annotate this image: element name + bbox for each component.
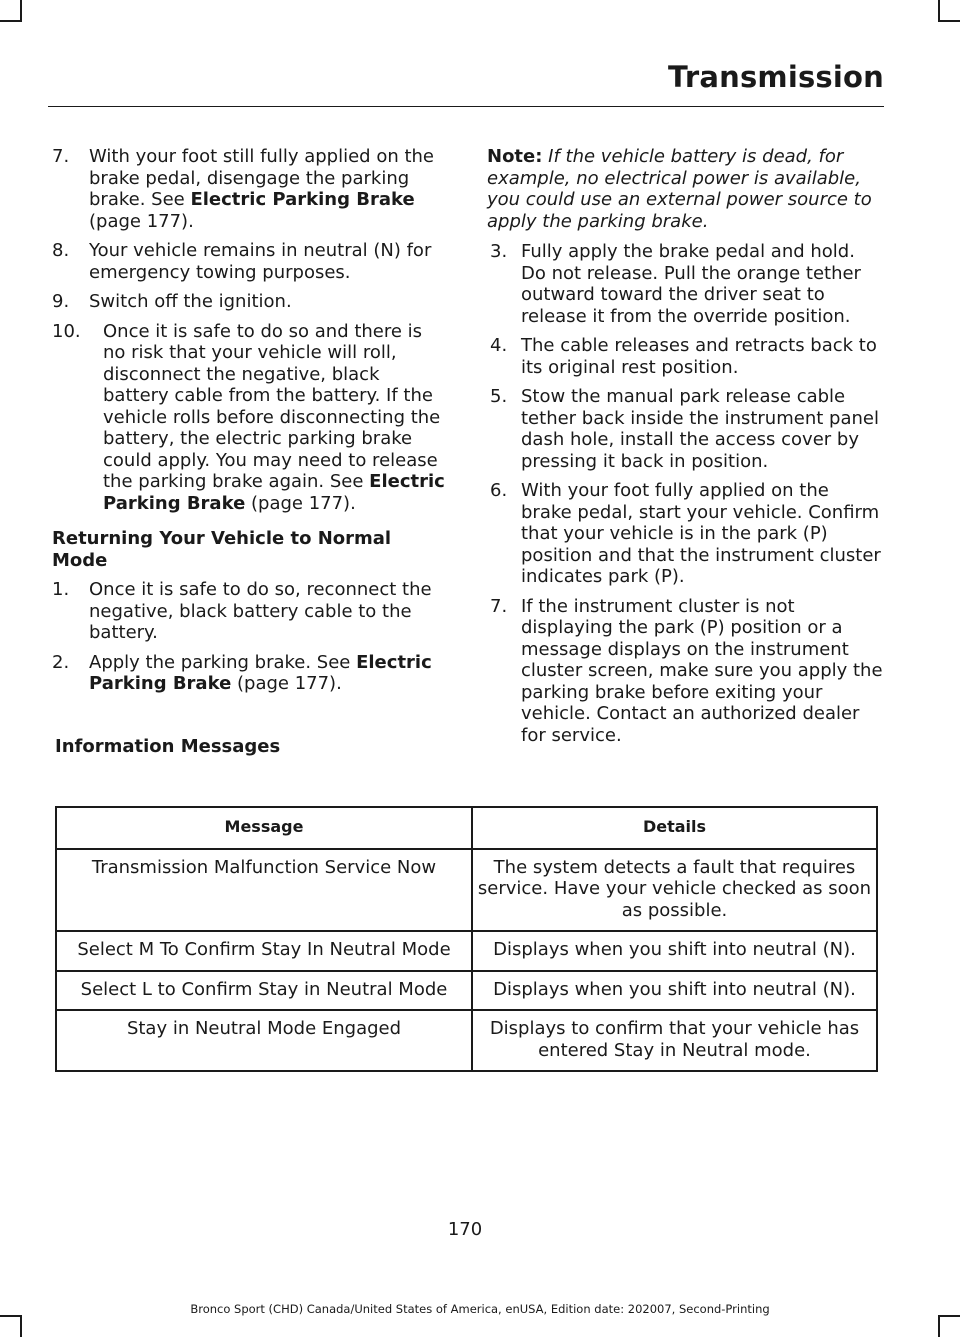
left-column bbox=[52, 146, 448, 703]
crop-mark bbox=[20, 1315, 22, 1337]
cross-reference-link[interactable]: Electric Parking Brake bbox=[103, 471, 445, 514]
crop-mark bbox=[938, 1315, 940, 1337]
details-cell: Displays to confirm that your vehicle has entered Stay in Neutral mode. bbox=[472, 1010, 877, 1071]
list-item: 7. If the instrument cluster is not displaying the park (P) position or a message displays on the instrument cluster screen, make sure you apply the parking brake before exiting your vehicle. Contact an authorized dealer for service. bbox=[490, 595, 883, 746]
cross-reference-link[interactable]: Electric Parking Brake bbox=[89, 651, 432, 694]
list-item: 10. Once it is safe to do so and there is no risk that your vehicle will roll, disconnect the negative, black battery cable from the battery. If the vehicle rolls before disconnecting the battery, the electric parking brake could apply. You may need to release the parking brake again. See Electric Parking Brake (page 177). bbox=[52, 320, 445, 514]
crop-mark bbox=[0, 20, 22, 22]
message-cell: Select M To Confirm Stay In Neutral Mode bbox=[56, 931, 472, 971]
message-cell: Transmission Malfunction Service Now bbox=[56, 849, 472, 932]
list-item: 8. Your vehicle remains in neutral (N) for emergency towing purposes. bbox=[52, 240, 432, 283]
list-item: 1. Once it is safe to do so, reconnect the negative, black battery cable to the battery. bbox=[52, 579, 432, 643]
column-header: Details bbox=[472, 807, 877, 849]
crop-mark bbox=[938, 20, 960, 22]
cross-reference-link[interactable]: Electric Parking Brake bbox=[190, 189, 415, 210]
table-row bbox=[56, 971, 877, 1011]
section-subheading: Returning Your Vehicle to Normal Mode bbox=[52, 528, 392, 571]
list-item: 9. Switch off the ignition. bbox=[52, 291, 292, 312]
section-heading: Information Messages bbox=[55, 736, 281, 757]
list-item: 6. With your foot fully applied on the brake pedal, start your vehicle. Confirm that your vehicle is in the park (P) position and that the instrument cluster indicates park (P). bbox=[490, 480, 881, 587]
edition-footer: Bronco Sport (CHD) Canada/United States of America, enUSA, Edition date: 202007, Second-Printing bbox=[190, 1302, 770, 1316]
details-cell: Displays when you shift into neutral (N). bbox=[472, 931, 877, 971]
details-cell: The system detects a fault that requires service. Have your vehicle checked as soon as possible. bbox=[472, 849, 877, 932]
list-item: 5. Stow the manual park release cable tether back inside the instrument panel dash hole, install the access cover by pressing it back in position. bbox=[490, 386, 879, 472]
list-item: 7. With your foot still fully applied on the brake pedal, disengage the parking brake. See Electric Parking Brake (page 177). bbox=[52, 146, 434, 232]
message-cell: Select L to Confirm Stay in Neutral Mode bbox=[56, 971, 472, 1011]
crop-mark bbox=[938, 0, 940, 20]
message-cell: Stay in Neutral Mode Engaged bbox=[56, 1010, 472, 1071]
list-item: 2. Apply the parking brake. See Electric Parking Brake (page 177). bbox=[52, 651, 432, 694]
list-item: 4. The cable releases and retracts back to its original rest position. bbox=[490, 335, 877, 378]
list-item: 3. Fully apply the brake pedal and hold. Do not release. Pull the orange tether outward toward the driver seat to release it from the override position. bbox=[490, 241, 861, 327]
column-header: Message bbox=[56, 807, 472, 849]
crop-mark bbox=[20, 0, 22, 20]
note: Note: If the vehicle battery is dead, for example, no electrical power is available, you could use an external power source to apply the parking brake. bbox=[487, 146, 872, 232]
right-column bbox=[487, 146, 883, 754]
table-row bbox=[56, 1010, 877, 1071]
page-number: 170 bbox=[447, 1219, 483, 1240]
table-row bbox=[56, 931, 877, 971]
header-rule bbox=[48, 106, 884, 107]
table-header-row bbox=[56, 807, 877, 849]
information-messages-table bbox=[55, 806, 878, 1072]
page-title: Transmission bbox=[668, 60, 884, 94]
details-cell: Displays when you shift into neutral (N). bbox=[472, 971, 877, 1011]
table-row bbox=[56, 849, 877, 932]
